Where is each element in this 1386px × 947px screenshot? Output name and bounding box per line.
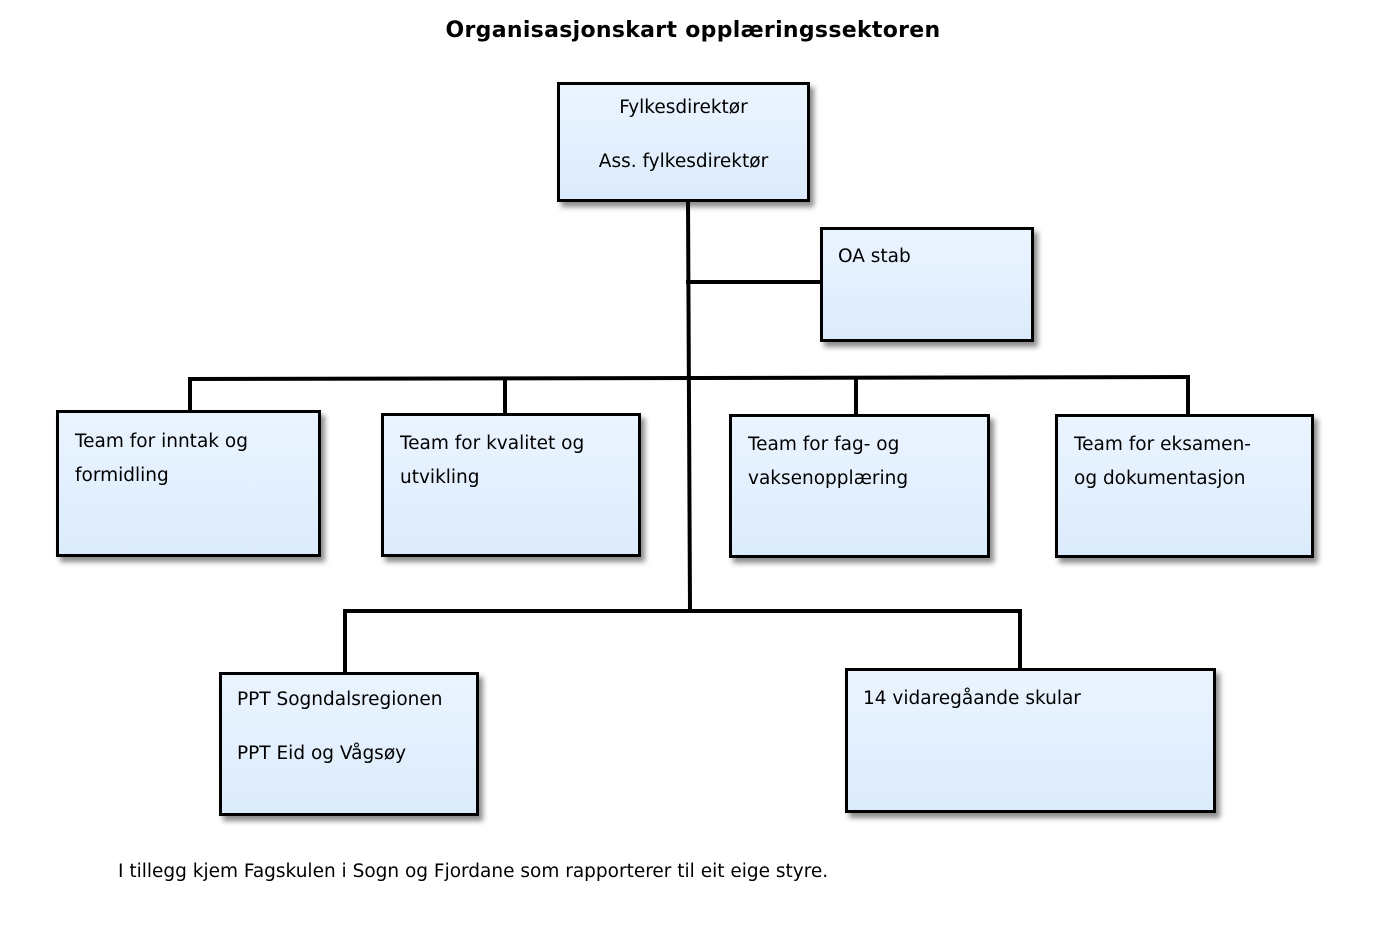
- node-team-intake-line2: formidling: [75, 465, 169, 486]
- connector-team-bar: [190, 377, 1188, 379]
- node-schools-label: 14 vidaregåande skular: [863, 688, 1081, 709]
- node-team-quality: [381, 413, 641, 557]
- node-team-subject-line1: Team for fag- og: [748, 434, 900, 455]
- node-team-subject: [729, 414, 990, 558]
- node-team-intake-line1: Team for inntak og: [75, 431, 248, 452]
- node-team-quality-line2: utvikling: [400, 467, 480, 488]
- node-team-exam-line1: Team for eksamen-: [1074, 434, 1251, 455]
- connector-trunk: [688, 200, 690, 610]
- footnote: I tillegg kjem Fagskulen i Sogn og Fjordane som rapporterer til eit eige styre.: [118, 861, 829, 882]
- node-staff: [820, 227, 1034, 342]
- node-director-title: Fylkesdirektør: [619, 97, 748, 118]
- node-schools: [845, 668, 1216, 813]
- node-director-assistant: Ass. fylkesdirektør: [598, 151, 769, 172]
- node-team-quality-line1: Team for kvalitet og: [400, 433, 585, 454]
- node-staff-label: OA stab: [838, 246, 911, 267]
- node-ppt: [219, 672, 479, 816]
- node-team-subject-line2: vaksenopplæring: [748, 468, 909, 489]
- node-ppt-line1: PPT Sogndalsregionen: [237, 689, 443, 710]
- node-team-exam-line2: og dokumentasjon: [1074, 468, 1246, 489]
- node-director: [557, 82, 810, 202]
- node-team-exam: [1055, 414, 1314, 558]
- node-ppt-line2: PPT Eid og Vågsøy: [237, 743, 407, 764]
- node-team-intake: [56, 410, 321, 557]
- chart-title: Organisasjonskart opplæringssektoren: [445, 18, 941, 43]
